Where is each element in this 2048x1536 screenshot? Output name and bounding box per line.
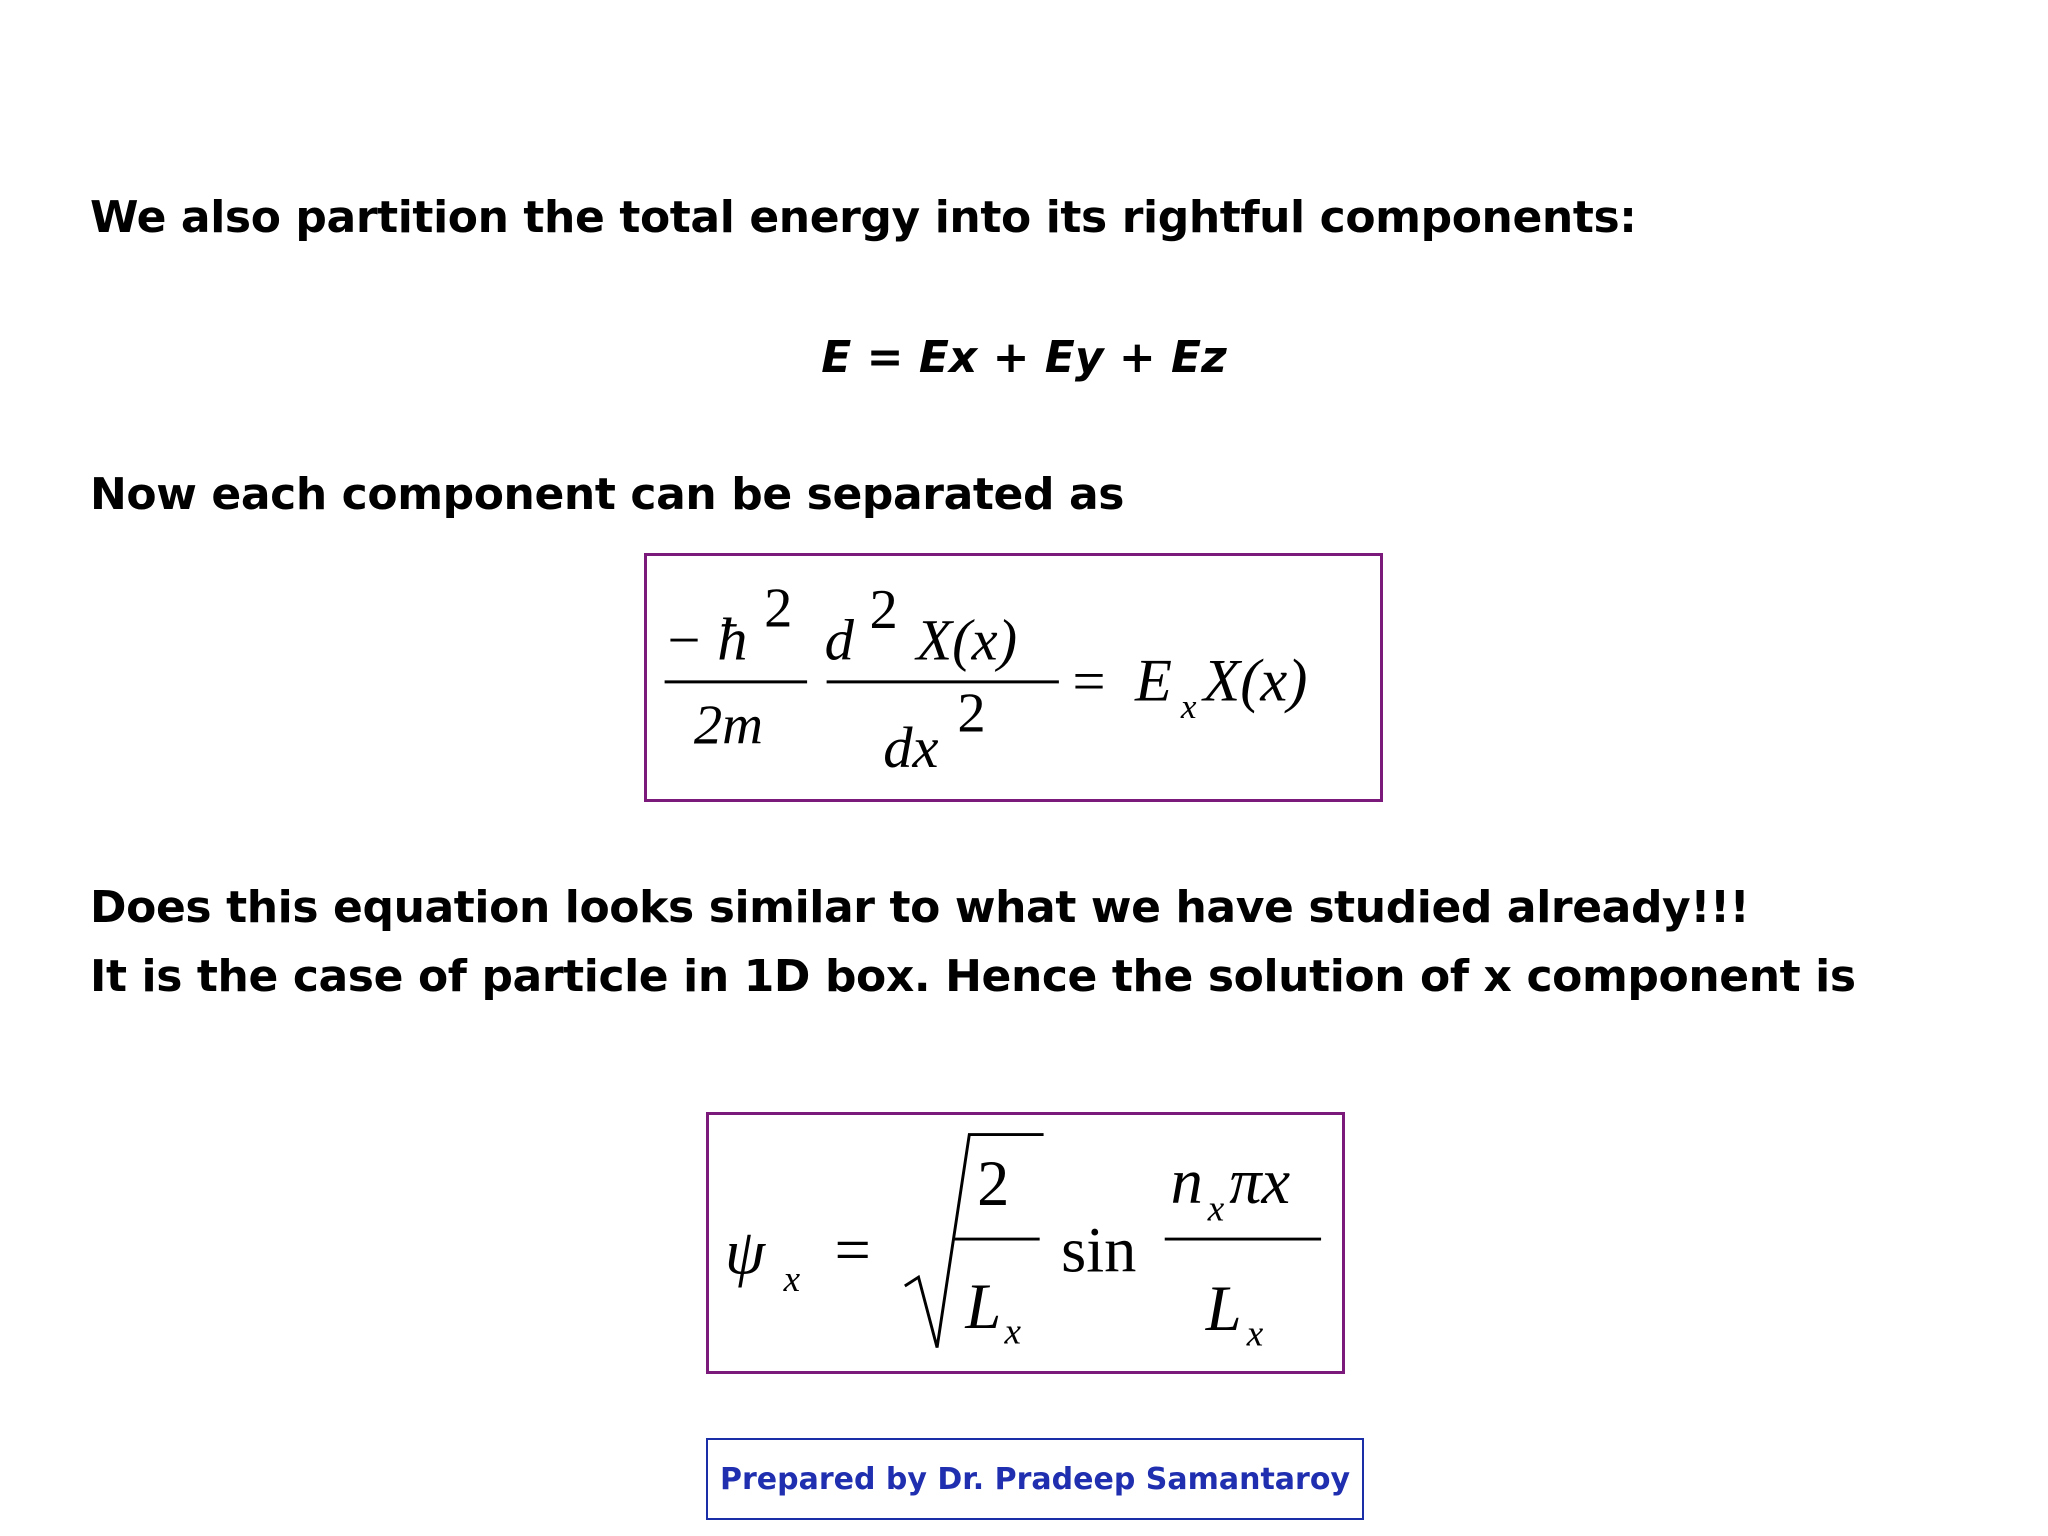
dx-exponent: 2 (957, 682, 986, 745)
numerator-two: 2 (977, 1147, 1010, 1219)
d-exponent: 2 (869, 579, 898, 642)
question-text: Does this equation looks similar to what we have studied already!!! (90, 882, 1750, 933)
wavefunction-equation-box (706, 1112, 1345, 1374)
E-symbol: E (1135, 647, 1172, 715)
credit-text: Prepared by Dr. Pradeep Samantaroy (719, 1461, 1350, 1497)
equals-sign-2: = (834, 1214, 871, 1286)
L-denominator-2: L (1205, 1272, 1242, 1344)
d-numerator: d (824, 607, 854, 673)
L-subscript-2: x (1246, 1313, 1264, 1355)
n-symbol: n (1170, 1145, 1203, 1217)
intro-text: We also partition the total energy into its rightful components: (90, 192, 1637, 243)
credit-box (706, 1438, 1364, 1520)
wavefunction-equation (709, 1115, 1342, 1371)
hbar-symbol: ħ (717, 606, 748, 674)
X-of-x: X(x) (916, 607, 1018, 673)
n-subscript: x (1207, 1188, 1225, 1230)
conclusion-text: It is the case of particle in 1D box. Hence the solution of x component is (90, 951, 1856, 1002)
energy-equation: E = Ex + Ey + Ez (821, 332, 1227, 383)
psi-subscript: x (783, 1258, 801, 1300)
L-denominator: L (965, 1271, 1002, 1343)
equals-sign-1: = (1072, 648, 1106, 714)
psi-symbol: ψ (725, 1216, 766, 1288)
schrodinger-x-equation-box (644, 553, 1383, 802)
sin-function: sin (1061, 1214, 1137, 1286)
two-m: 2m (693, 694, 764, 757)
dx-denominator: dx (883, 714, 939, 780)
pi-x: πx (1229, 1145, 1291, 1217)
separation-text: Now each component can be separated as (90, 469, 1125, 520)
schrodinger-x-equation (647, 556, 1380, 799)
hbar-exponent: 2 (764, 577, 793, 640)
L-subscript: x (1004, 1311, 1021, 1353)
minus-sign: − (667, 607, 701, 673)
E-subscript: x (1180, 687, 1197, 726)
X-of-x-rhs: X(x) (1203, 647, 1308, 715)
